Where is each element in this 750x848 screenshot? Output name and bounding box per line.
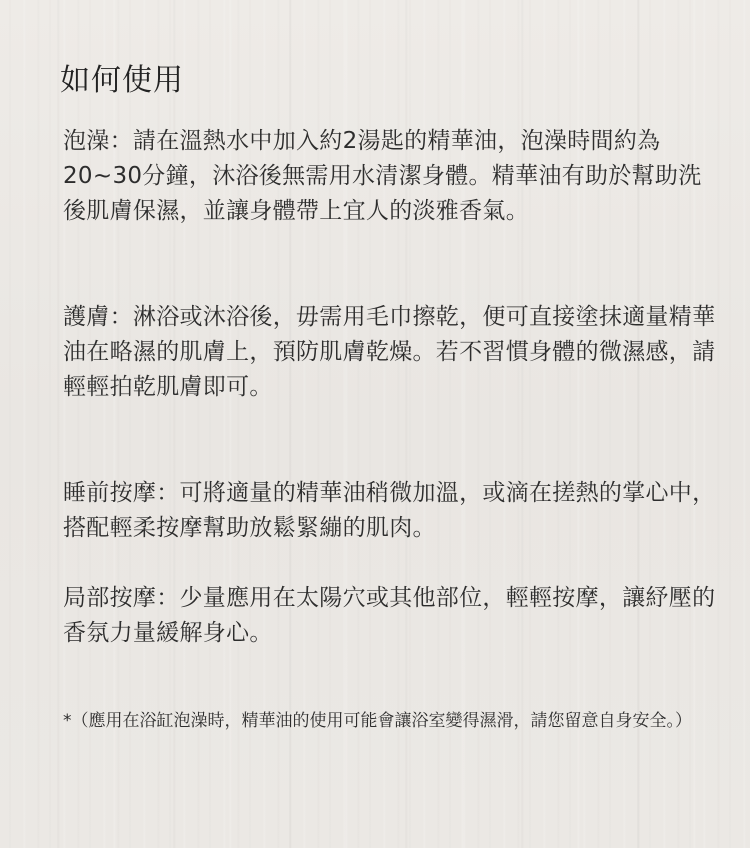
- safety-note: *（應用在浴缸泡澡時，精華油的使用可能會讓浴室變得濕滑，請您留意自身安全。）: [63, 711, 692, 731]
- usage-bath-paragraph: 泡澡：請在溫熱水中加入約2湯匙的精華油，泡澡時間約為20~30分鐘，沐浴後無需用水清潔身體。精華油有助於幫助洗後肌膚保濕，並讓身體帶上宜人的淡雅香氣。: [63, 128, 702, 224]
- usage-skincare-paragraph: 護膚：淋浴或沐浴後，毋需用毛巾擦乾，便可直接塗抹適量精華油在略濕的肌膚上，預防肌膚乾燥。若不習慣身體的微濕感，請輕輕拍乾肌膚即可。: [63, 304, 716, 400]
- usage-bedtime-massage-paragraph: 睡前按摩：可將適量的精華油稍微加溫，或滴在搓熱的掌心中，搭配輕柔按摩幫助放鬆緊繃的肌肉。: [63, 480, 716, 541]
- usage-local-massage-paragraph: 局部按摩：少量應用在太陽穴或其他部位，輕輕按摩，讓紓壓的香氛力量緩解身心。: [63, 585, 716, 646]
- page-title: 如何使用: [60, 63, 184, 98]
